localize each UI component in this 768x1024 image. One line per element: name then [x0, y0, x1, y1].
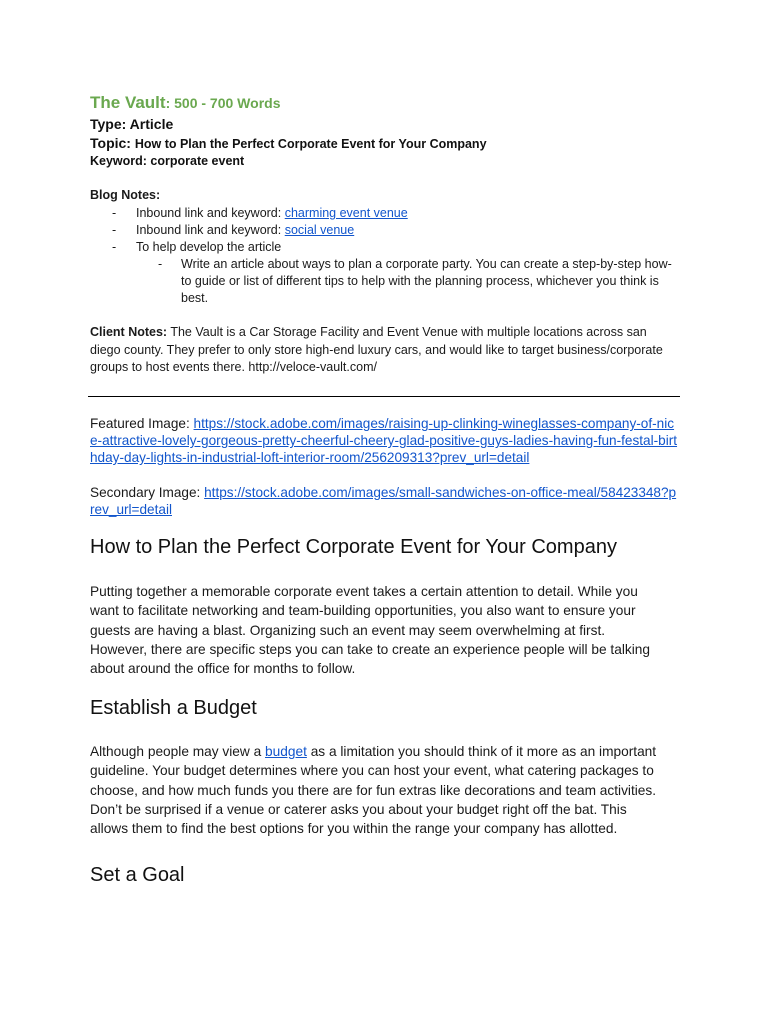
keyword-line: Keyword: corporate event — [90, 154, 245, 168]
charming-event-venue-link[interactable]: charming event venue — [284, 206, 408, 220]
budget-paragraph-text: Although people may view a — [90, 744, 266, 759]
featured-image-label: Featured Image: — [90, 416, 194, 431]
topic-label: Topic: — [90, 135, 135, 151]
client-notes-text: The Vault is a Car Storage Facility and Event Venue with multiple locations across san diego county. They prefer to only store high-end luxury cars, and would like to target business/corporate groups to host events there. http://veloce-vault.com/ — [90, 325, 663, 374]
topic-value: How to Plan the Perfect Corporate Event for Your Company — [134, 137, 487, 151]
budget-paragraph — [90, 742, 665, 838]
client-notes — [90, 324, 680, 377]
horizontal-divider — [88, 396, 680, 397]
intro-paragraph: Putting together a memorable corporate event takes a certain attention to detail. While you want to facilitate networking and team-building opportunities, you also want to ensure your guests are having a blast. Organizing such an event may seem overwhelming at first. However, there are specific steps you can take to create an experience people will be talking about around the office for months to follow. — [90, 584, 650, 677]
bullet-dash: - — [112, 206, 117, 220]
bullet-dash: - — [112, 223, 117, 237]
list-item-text: Inbound link and keyword: — [136, 206, 285, 220]
blog-notes-heading: Blog Notes: — [90, 188, 161, 202]
bullet-dash: - — [112, 240, 117, 254]
list-item — [136, 205, 408, 222]
sub-bullet-dash: - — [158, 257, 163, 271]
client-notes-label: Client Notes: — [90, 325, 168, 339]
list-item — [136, 222, 354, 239]
word-count: : 500 - 700 Words — [165, 95, 281, 111]
section-heading-goal: Set a Goal — [90, 864, 185, 886]
secondary-image-link[interactable]: https://stock.adobe.com/images/small-sandwiches-on-office-meal/58423348?prev_url=detail — [90, 485, 677, 517]
list-item-text: To help develop the article — [136, 240, 282, 254]
section-heading-budget: Establish a Budget — [90, 697, 257, 719]
doc-title — [90, 93, 280, 113]
list-item — [136, 239, 281, 256]
featured-image-line — [90, 415, 680, 466]
topic-line — [90, 135, 487, 153]
client-name: The Vault — [90, 93, 166, 112]
article-title: How to Plan the Perfect Corporate Event for Your Company — [90, 536, 617, 558]
secondary-image-line — [90, 484, 680, 518]
featured-image-link[interactable]: https://stock.adobe.com/images/raising-up-clinking-wineglasses-company-of-nice-attractive-lovely-gorgeous-pretty-cheerful-cheery-glad-positive-guys-ladies-having-fun-festal-birthday-day-lights-in-industrial-loft-interior-room/256209313?prev_url=detail — [90, 416, 678, 465]
type-line: Type: Article — [90, 116, 174, 132]
sub-list-item: Write an article about ways to plan a corporate party. You can create a step-by-step how-to guide or list of different tips to help with the planning process, whichever you think is best. — [181, 257, 672, 305]
social-venue-link[interactable]: social venue — [284, 223, 355, 237]
budget-paragraph-text: as a limitation you should think of it more as an important guideline. Your budget determines where you can host your event, what catering packages to choose, and how much funds you there are for fun extras like decorations and team activities. Don’t be surprised if a venue or caterer asks you about your budget right off the bat. This allows them to find the best options for you within the range your company has allotted. — [90, 744, 657, 837]
list-item-text: Inbound link and keyword: — [136, 223, 285, 237]
secondary-image-label: Secondary Image: — [90, 485, 205, 500]
budget-link[interactable]: budget — [265, 744, 307, 759]
